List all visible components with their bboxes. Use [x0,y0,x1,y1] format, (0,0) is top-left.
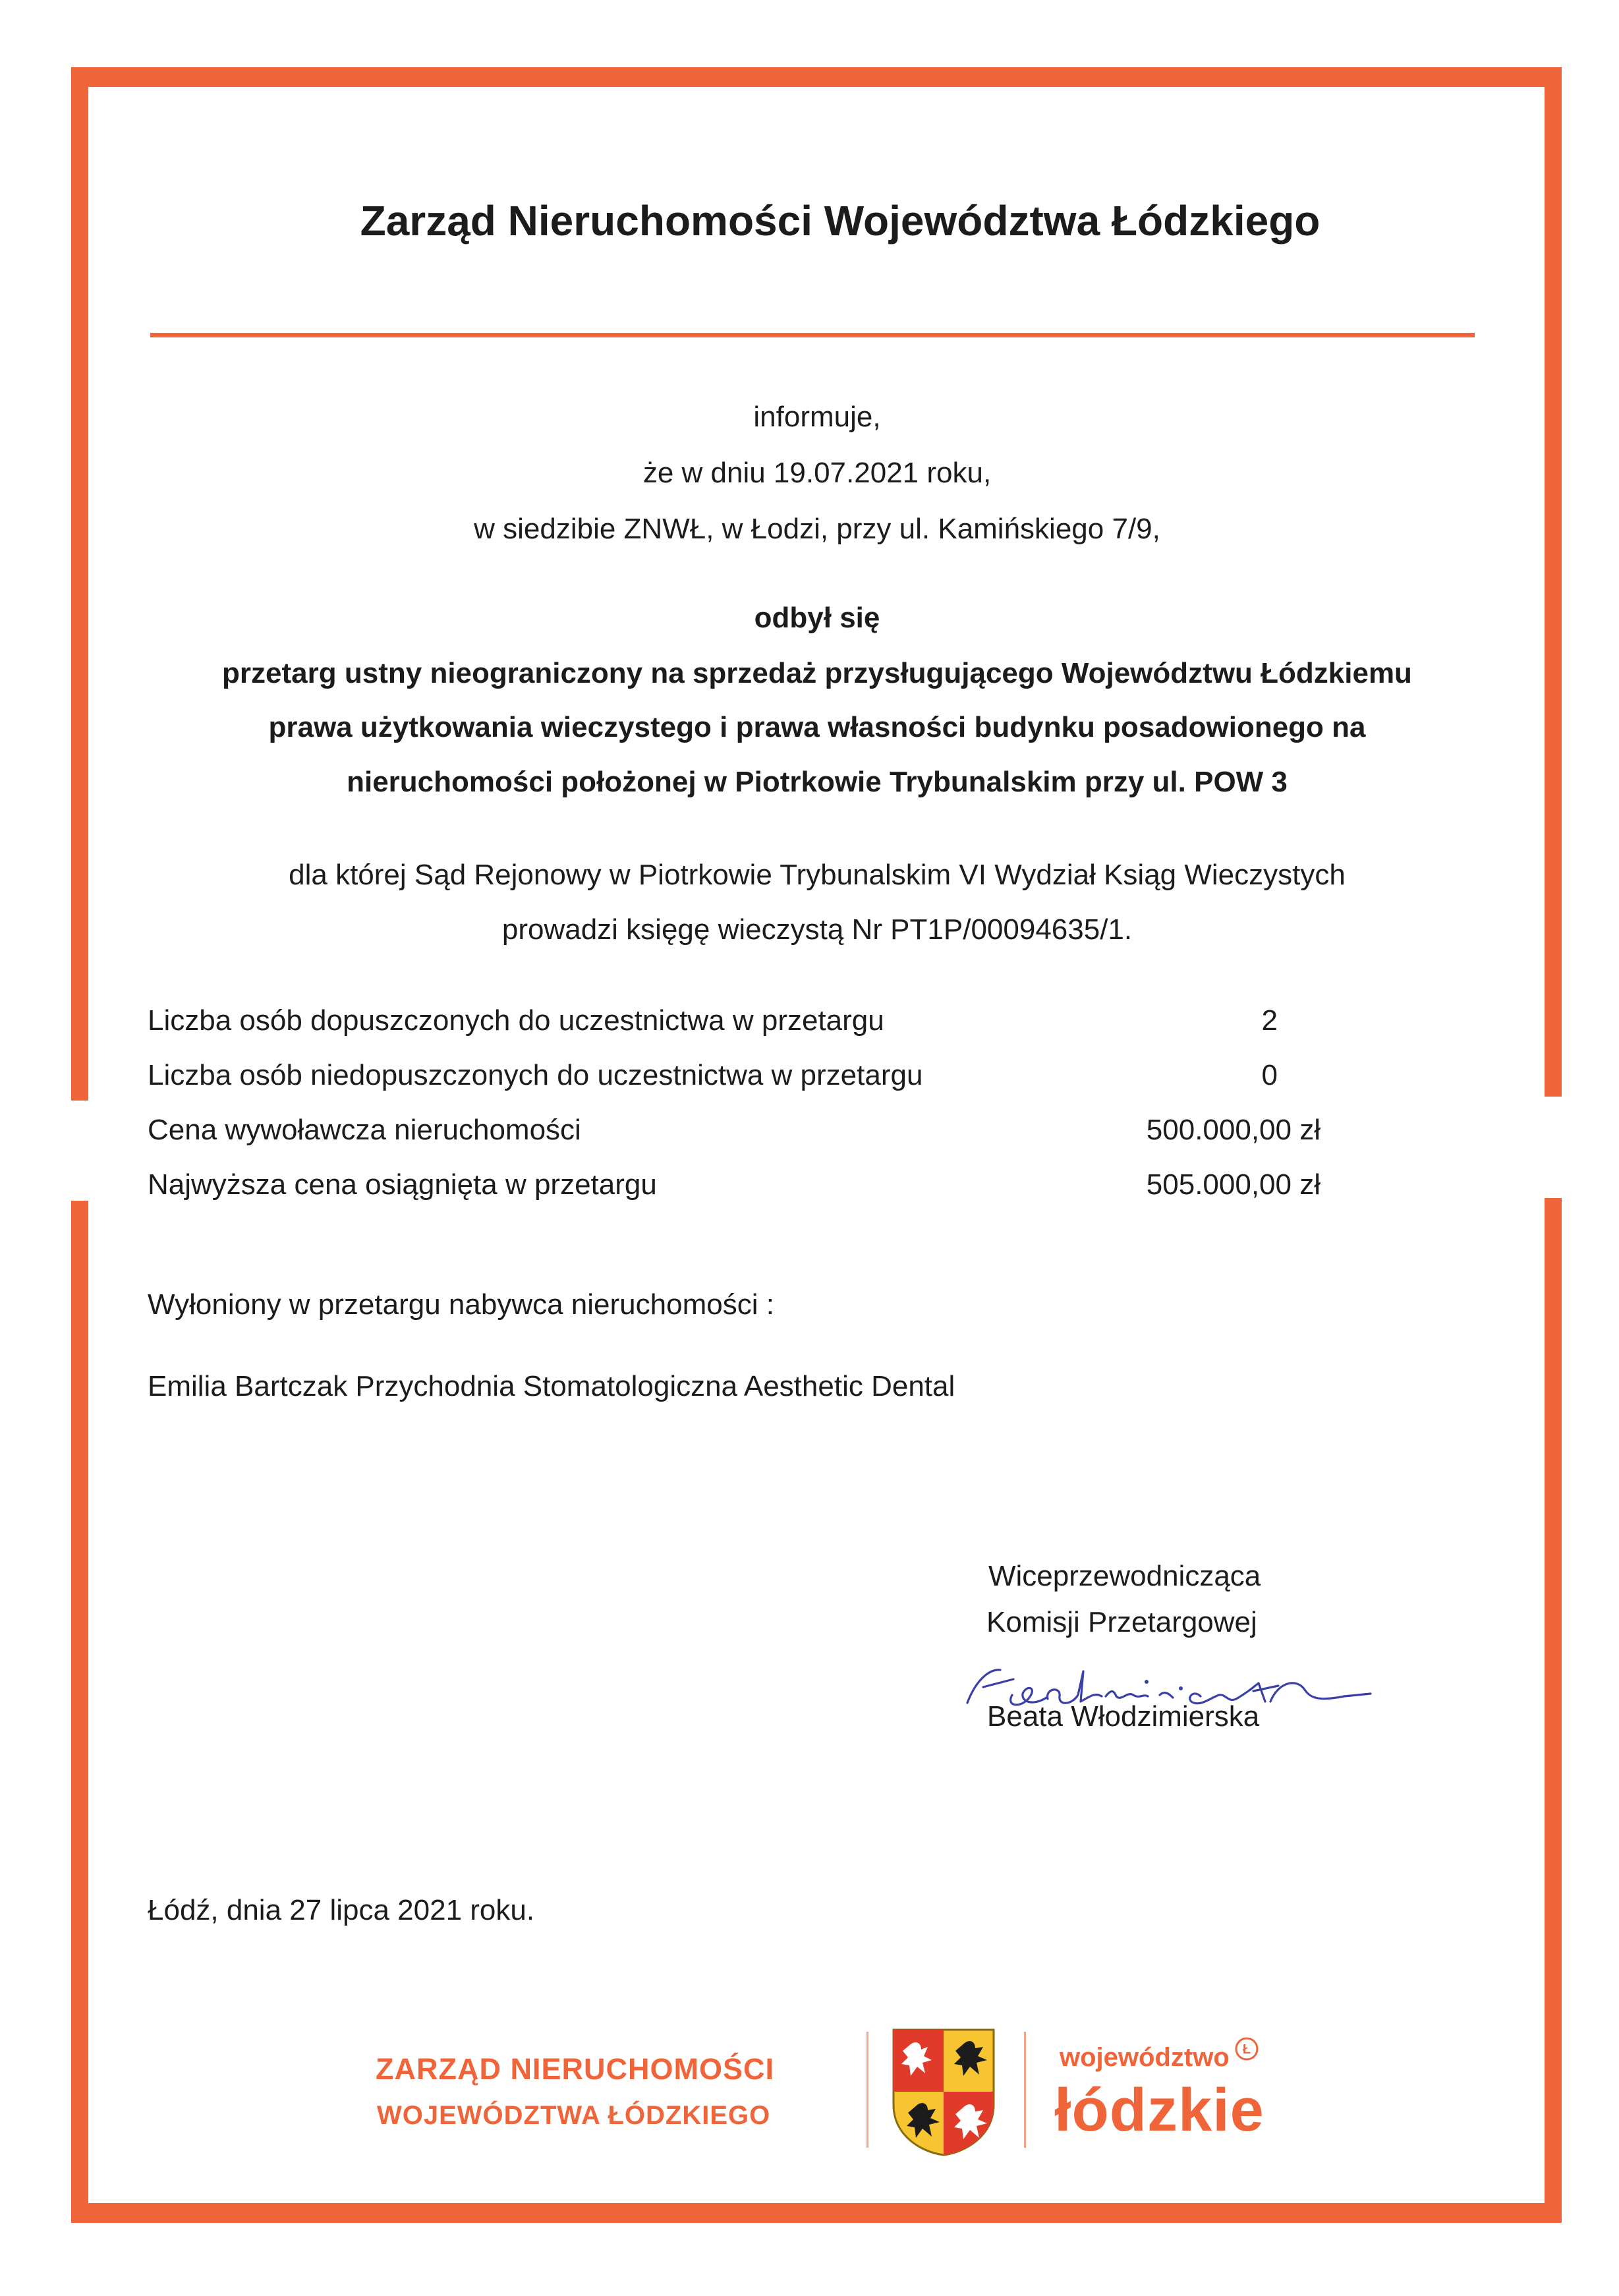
announcement-line-3: prawa użytkowania wieczystego i prawa własności budynku posadowionego na [268,711,1366,743]
registry-line-2: prowadzi księgę wieczystą Nr PT1P/00094635/1. [501,913,1133,946]
result-row [148,1168,1321,1208]
result-row [148,1114,1321,1153]
frame-left-lower [71,1201,88,2223]
announcement-line-4: nieruchomości położonej w Piotrkowie Trybunalskim przy ul. POW 3 [347,766,1288,798]
coat-of-arms-icon [891,2027,996,2156]
intro-line-1: informuje, [753,401,881,433]
result-row [148,1004,1321,1044]
brand-mark-text: Ł [1242,2042,1251,2057]
result-row [148,1059,1321,1099]
result-label: Najwyższa cena osiągnięta w przetargu [148,1168,657,1201]
registry-line-1: dla której Sąd Rejonowy w Piotrkowie Trybunalskim VI Wydział Ksiąg Wieczystych [289,859,1346,891]
intro-line-2: że w dniu 19.07.2021 roku, [642,457,992,489]
result-label: Cena wywoławcza nieruchomości [148,1114,581,1146]
date-place: Łódź, dnia 27 lipca 2021 roku. [148,1894,535,1926]
frame-top [71,67,1562,87]
frame-right-lower [1545,1198,1562,2223]
footer-separator-left [866,2032,868,2148]
brand-registered-icon [1234,2036,1260,2062]
announcement-line-1: odbył się [754,602,880,634]
footer-org-line-1: ZARZĄD NIERUCHOMOŚCI [376,2052,774,2086]
document-title: Zarząd Nieruchomości Województwa Łódzkiego [360,197,1321,244]
brand-region-name: łódzkie [1054,2077,1264,2144]
signatory-role-line-1: Wiceprzewodnicząca [988,1560,1261,1592]
signatory-role-line-2: Komisji Przetargowej [986,1606,1257,1638]
frame-bottom [71,2203,1562,2223]
brand-voivodeship-label: województwo [1060,2043,1230,2072]
result-value: 0 [1261,1059,1278,1091]
result-value: 500.000,00 zł [1146,1114,1321,1146]
buyer-name: Emilia Bartczak Przychodnia Stomatologiczna Aesthetic Dental [148,1370,955,1402]
buyer-label: Wyłoniony w przetargu nabywca nieruchomości : [148,1288,774,1321]
result-value: 505.000,00 zł [1146,1168,1321,1201]
result-label: Liczba osób niedopuszczonych do uczestnictwa w przetargu [148,1059,923,1091]
footer-separator-right [1024,2032,1026,2148]
intro-line-3: w siedzibie ZNWŁ, w Łodzi, przy ul. Kamińskiego 7/9, [474,513,1160,545]
result-value: 2 [1261,1004,1278,1037]
signatory-name: Beata Włodzimierska [987,1700,1260,1733]
announcement-line-2: przetarg ustny nieograniczony na sprzedaż przysługującego Województwu Łódzkiemu [222,657,1412,689]
result-label: Liczba osób dopuszczonych do uczestnictwa w przetargu [148,1004,884,1037]
title-divider [150,333,1475,337]
footer-org-line-2: WOJEWÓDZTWA ŁÓDZKIEGO [377,2101,771,2130]
